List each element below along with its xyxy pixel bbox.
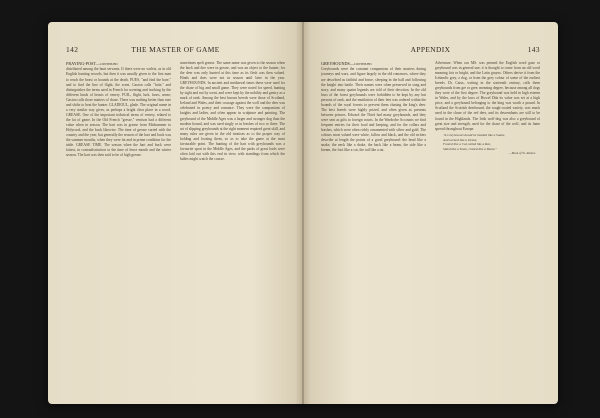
book-spread	[48, 22, 558, 404]
right-col1-text: Greyhounds were the constant companions of their masters during journeys and wars, and figure largely in the old romances, where they are described as faithful and brave, sleeping in the hall and following the knight into battle. Their names were often preserved in song and story, and many quaint legends are told of their devotion. In the old laws of the forest greyhounds were forbidden to be kept by any but persons of rank, and the mutilation of their feet was ordered within the bounds of the royal forests to prevent them chasing the king's deer. The best breeds were highly prized, and often given as presents between princes. Edward the Third had many greyhounds, and they were sent as gifts to foreign courts. In the Wardrobe Accounts we find frequent entries for their food and keeping, and for the collars and leashes, which were often richly ornamented with silver and gold. The colours most valued were white, fallow and black, and the old writers describe at length the points of a good greyhound: the head like a snake, the neck like a drake, the back like a beam, the side like a bream, the foot like a cat, the tail like a rat.	[321, 67, 426, 153]
verse-line: Footed like a Cat, tailed like a Rat,	[443, 142, 491, 147]
verse-source: —Book of St. Albans.	[508, 151, 536, 156]
left-col1-text: distributed among the hunt servants. If there were no varlets, as in old English hunting records, but then it was usually given to the first man to reach the beast or hounds at the death. FUES, "and find the hare," and to find the line of flight, the scent. Gaston calls "fuite," and distinguishes the terms used in French for scenting and tracking by the different kinds of beasts of venery. FUIL, flight, lurk, fuses, sense; Gaston calls those matters of chase. There was nothing better than ruse and shifts to beat the hunter. GLADIOUL, glade. The original name in a very similar way gives, as perhaps a bright clear place in a wood. GREASE. One of the important technical terms of venery, related to the fat of game. In the Old French "gresse," venison had a different value when in season. The hart was in grease from Midsummer to Holyrood, and the buck likewise. The time of grease varied with the country and the year, but generally the season of the hart and buck was the summer months, when they were fat and in prime condition for the table. GREASE TIME. The season when the hart and buck were fattest, in contradistinction to the time of fence month and the winter season. The hart was then said to be of high grease.	[66, 67, 171, 158]
right-column-1	[321, 61, 426, 390]
book-gutter	[302, 22, 304, 404]
right-running-head: APPENDIX	[410, 45, 451, 54]
verse-quote	[435, 133, 540, 155]
left-column-2	[180, 61, 285, 390]
left-page	[48, 22, 303, 404]
left-running-head: THE MASTER OF GAME	[131, 45, 220, 54]
left-page-number: 142	[66, 45, 79, 54]
right-text-columns	[321, 61, 540, 390]
right-col1-subhead: GREYHOUNDS—continued	[321, 61, 372, 66]
verse-line: "A Greyhound should be headed like a Snake,	[443, 133, 506, 138]
right-column-2	[435, 61, 540, 390]
verse-line: And necked like a Drake,	[443, 137, 478, 142]
right-running-header	[321, 45, 540, 57]
right-page	[303, 22, 558, 404]
left-col2-text: sometimes spelt grease. The same name was given to the season when the buck and doe were in grease, and was an object to the hunter; for the deer was only hunted at this time as its flesh was then valued. Hinds and does were not in season until later in the year. GREYHOUNDS. In ancient and mediaeval times these were used for the chase of big and small game. They were noted for speed, hunting by sight and not by scent, and were kept by the nobility and gentry as a mark of rank. Among the best known breeds were those of Scotland, Ireland and Wales, and their courage against the wolf and the deer was celebrated in poetry and romance. They were the companions of knights and ladies, and often appear in sculpture and painting. The greyhound of the Middle Ages was a larger and stronger dog than the modern hound, and was used singly or in leashes of two or three. The art of slipping greyhounds at the right moment required great skill, and many rules are given in the old treatises as to the proper way of holding and loosing them, so as to take the game at the most favourable point. The hunting of the hart with greyhounds was a favourite sport in the Middle Ages, and the parks of great lords were often laid out with this end in view, with standings from which the ladies might watch the course.	[180, 61, 285, 161]
right-page-number: 143	[527, 45, 540, 54]
right-col2-text: Adventure. When our MS. was penned the English word gaze or greyhound was in general use; it is thought to come from an old word meaning fair or bright, and the Latin grayus. Others derive it from the Icelandic grey, a dog, or from the grey colour of some of the earliest breeds. Dr. Caius, writing in the sixteenth century, calls them greyhounds from gre or gree, meaning degree, because among all dogs they were of the first degree. The greyhound was held in high esteem in Wales, and by the laws of Howel Dda its value was set at a high price, and a greyhound belonging to the king was worth a pound. In Scotland the Scottish deerhound, the rough-coated variety, was much used in the chase of the red deer, and its descendants are still to be found in the Highlands. The Irish wolf-dog was also a greyhound of great size and strength, used for the chase of the wolf, and its fame spread throughout Europe.	[435, 61, 540, 131]
verse-line: Sided like a Team, chined like a Beam."	[443, 146, 497, 151]
left-text-columns	[66, 61, 285, 390]
left-running-header	[66, 45, 285, 57]
left-column-1	[66, 61, 171, 390]
left-col1-subhead: FRAYING-POST—continued	[66, 61, 118, 66]
